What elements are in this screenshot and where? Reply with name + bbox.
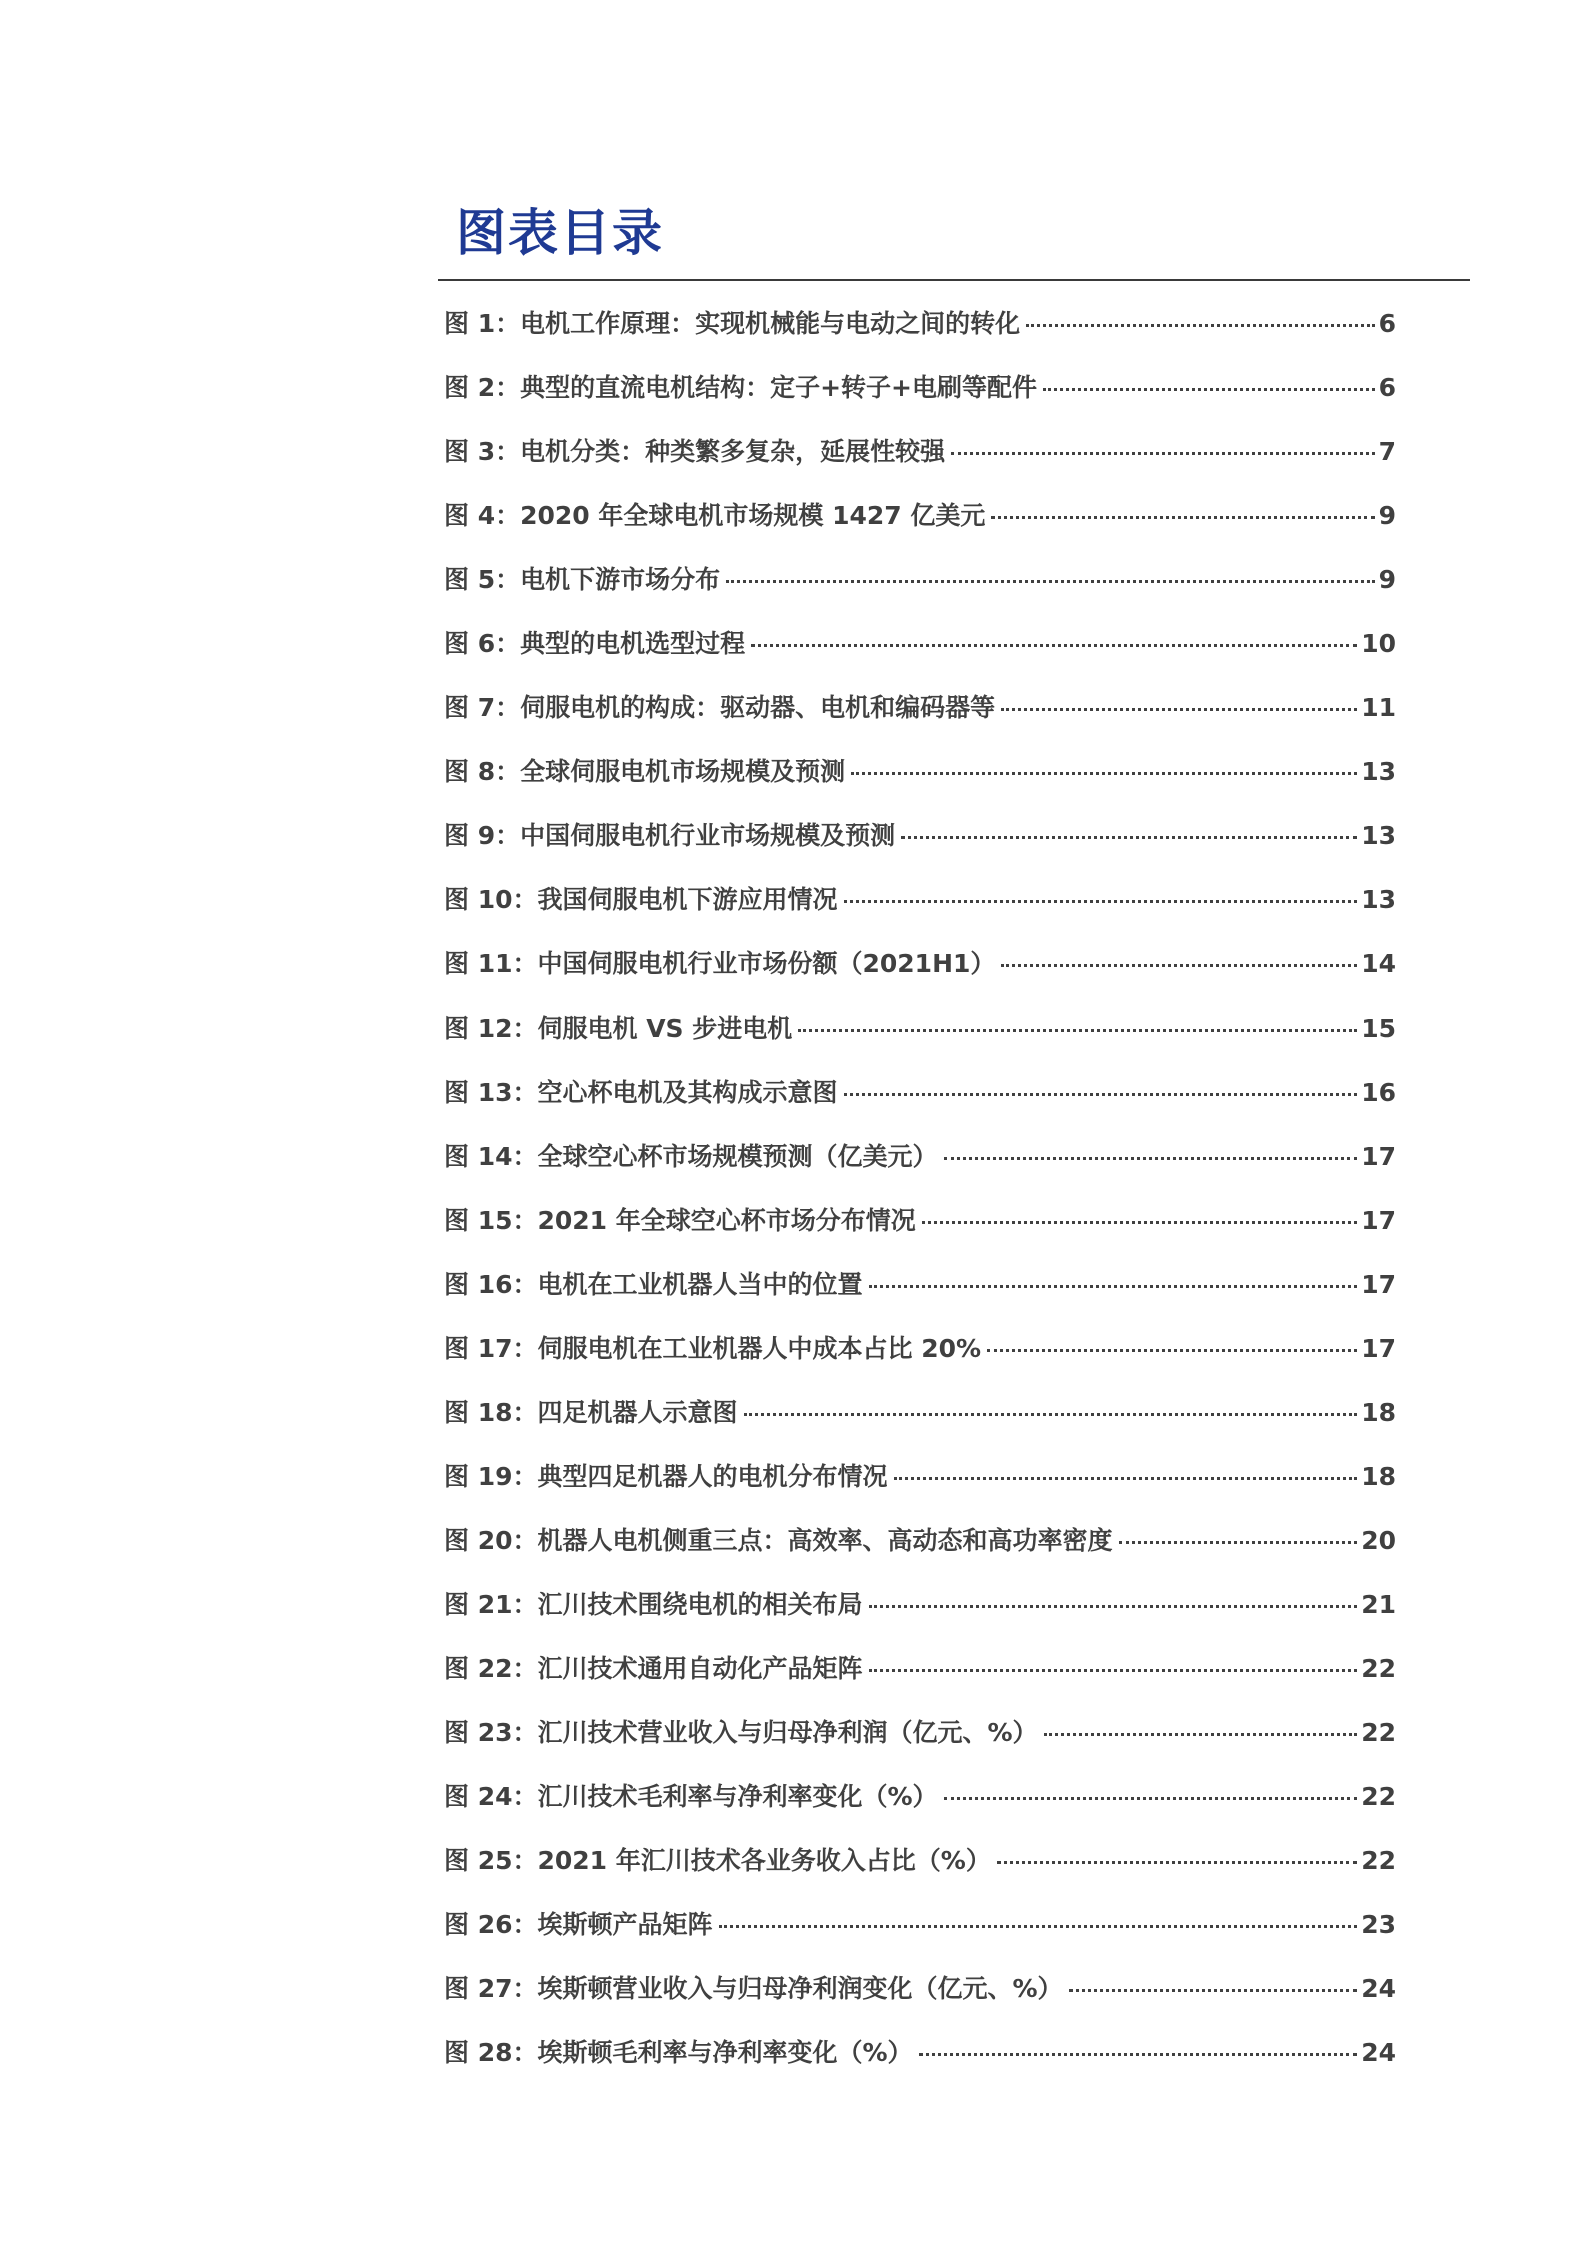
toc-entry[interactable] xyxy=(444,880,1396,944)
dot-leader xyxy=(1119,1541,1358,1544)
dot-leader xyxy=(869,1669,1358,1672)
dot-leader xyxy=(894,1477,1358,1480)
toc-entry[interactable] xyxy=(444,1137,1396,1201)
toc-entry[interactable] xyxy=(444,1457,1396,1521)
dot-leader xyxy=(1044,1733,1358,1736)
dot-leader xyxy=(1043,388,1375,391)
toc-entry-label: 图 28：埃斯顿毛利率与净利率变化（%） xyxy=(444,2038,913,2068)
toc-entry-label: 图 21：汇川技术围绕电机的相关布局 xyxy=(444,1589,863,1619)
toc-entry-label: 图 20：机器人电机侧重三点：高效率、高动态和高功率密度 xyxy=(444,1525,1113,1555)
toc-entry-page: 14 xyxy=(1361,949,1396,979)
toc-entry[interactable] xyxy=(444,432,1396,496)
toc-entry[interactable] xyxy=(444,560,1396,624)
toc-entry[interactable] xyxy=(444,2033,1396,2097)
toc-entry-page: 21 xyxy=(1361,1589,1396,1619)
dot-leader xyxy=(987,1349,1357,1352)
toc-entry-page: 9 xyxy=(1378,501,1396,531)
toc-entry-label: 图 12：伺服电机 VS 步进电机 xyxy=(444,1013,793,1043)
toc-entry-label: 图 1：电机工作原理：实现机械能与电动之间的转化 xyxy=(444,309,1021,338)
dot-leader xyxy=(844,1093,1358,1096)
toc-entry-page: 11 xyxy=(1361,693,1396,723)
toc-entry-label: 图 6：典型的电机选型过程 xyxy=(444,629,746,659)
toc-entry[interactable] xyxy=(444,1009,1396,1073)
dot-leader xyxy=(1001,964,1357,967)
title-divider xyxy=(438,279,1470,281)
dot-leader xyxy=(944,1157,1358,1160)
toc-entry-page: 23 xyxy=(1361,1910,1396,1940)
dot-leader xyxy=(851,772,1357,775)
toc-entry-page: 18 xyxy=(1361,1461,1396,1491)
toc-entry-page: 15 xyxy=(1361,1013,1396,1043)
dot-leader xyxy=(1026,324,1374,327)
toc-entry-label: 图 13：空心杯电机及其构成示意图 xyxy=(444,1077,838,1107)
toc-entry-label: 图 15：2021 年全球空心杯市场分布情况 xyxy=(444,1205,916,1235)
toc-entry[interactable] xyxy=(444,1521,1396,1585)
toc-entry[interactable] xyxy=(444,816,1396,880)
dot-leader xyxy=(844,900,1358,903)
toc-entry-label: 图 11：中国伺服电机行业市场份额（2021H1） xyxy=(444,949,996,979)
toc-entry[interactable] xyxy=(444,752,1396,816)
toc-entry-label: 图 27：埃斯顿营业收入与归母净利润变化（亿元、%） xyxy=(444,1974,1063,2004)
toc-entry-page: 22 xyxy=(1361,1718,1396,1748)
dot-leader xyxy=(944,1797,1358,1800)
toc-entry[interactable] xyxy=(444,1201,1396,1265)
dot-leader xyxy=(719,1925,1358,1928)
toc-entry-page: 17 xyxy=(1361,1205,1396,1235)
dot-leader xyxy=(869,1285,1358,1288)
toc-entry-label: 图 3：电机分类：种类繁多复杂，延展性较强 xyxy=(444,437,946,467)
toc-entry-label: 图 24：汇川技术毛利率与净利率变化（%） xyxy=(444,1782,938,1812)
toc-entry-page: 9 xyxy=(1378,565,1396,595)
toc-entry-label: 图 2：典型的直流电机结构：定子+转子+电刷等配件 xyxy=(444,373,1037,403)
toc-entry-label: 图 4：2020 年全球电机市场规模 1427 亿美元 xyxy=(444,501,986,531)
dot-leader xyxy=(1069,1989,1358,1992)
toc-entry[interactable] xyxy=(444,1713,1396,1777)
toc-entry[interactable] xyxy=(444,1649,1396,1713)
toc-entry[interactable] xyxy=(444,944,1396,1008)
toc-list xyxy=(444,304,1396,2097)
toc-entry-label: 图 17：伺服电机在工业机器人中成本占比 20% xyxy=(444,1333,982,1363)
toc-entry-page: 24 xyxy=(1361,1974,1396,2004)
toc-entry-page: 13 xyxy=(1361,821,1396,851)
toc-entry-page: 6 xyxy=(1378,309,1396,338)
toc-entry-page: 22 xyxy=(1361,1782,1396,1812)
dot-leader xyxy=(997,1861,1357,1864)
toc-entry[interactable] xyxy=(444,1841,1396,1905)
toc-entry-page: 24 xyxy=(1361,2038,1396,2068)
toc-entry-page: 10 xyxy=(1361,629,1396,659)
toc-entry-page: 22 xyxy=(1361,1846,1396,1876)
toc-entry-page: 17 xyxy=(1361,1141,1396,1171)
toc-entry[interactable] xyxy=(444,1329,1396,1393)
toc-entry-label: 图 5：电机下游市场分布 xyxy=(444,565,721,595)
toc-entry-page: 6 xyxy=(1378,373,1396,403)
toc-entry-page: 13 xyxy=(1361,885,1396,915)
toc-entry-label: 图 9：中国伺服电机行业市场规模及预测 xyxy=(444,821,896,851)
dot-leader xyxy=(951,452,1374,455)
toc-entry-label: 图 19：典型四足机器人的电机分布情况 xyxy=(444,1461,888,1491)
toc-entry-page: 18 xyxy=(1361,1397,1396,1427)
page-title: 图表目录 xyxy=(456,204,664,262)
toc-entry-page: 22 xyxy=(1361,1653,1396,1683)
toc-entry[interactable] xyxy=(444,624,1396,688)
toc-entry[interactable] xyxy=(444,688,1396,752)
toc-entry[interactable] xyxy=(444,1585,1396,1649)
toc-entry-page: 20 xyxy=(1361,1525,1396,1555)
toc-entry-label: 图 16：电机在工业机器人当中的位置 xyxy=(444,1269,863,1299)
toc-entry[interactable] xyxy=(444,1265,1396,1329)
toc-entry-label: 图 10：我国伺服电机下游应用情况 xyxy=(444,885,838,915)
toc-entry[interactable] xyxy=(444,1393,1396,1457)
toc-entry[interactable] xyxy=(444,496,1396,560)
dot-leader xyxy=(922,1221,1357,1224)
toc-entry-label: 图 18：四足机器人示意图 xyxy=(444,1397,738,1427)
dot-leader xyxy=(726,580,1374,583)
toc-entry[interactable] xyxy=(444,1073,1396,1137)
dot-leader xyxy=(744,1413,1358,1416)
dot-leader xyxy=(1001,708,1357,711)
toc-entry-label: 图 8：全球伺服电机市场规模及预测 xyxy=(444,757,846,787)
dot-leader xyxy=(901,836,1357,839)
toc-entry[interactable] xyxy=(444,368,1396,432)
toc-entry-page: 13 xyxy=(1361,757,1396,787)
toc-entry[interactable] xyxy=(444,304,1396,368)
dot-leader xyxy=(869,1605,1358,1608)
toc-entry-label: 图 7：伺服电机的构成：驱动器、电机和编码器等 xyxy=(444,693,996,723)
toc-entry-label: 图 22：汇川技术通用自动化产品矩阵 xyxy=(444,1653,863,1683)
dot-leader xyxy=(798,1029,1357,1032)
toc-entry-label: 图 26：埃斯顿产品矩阵 xyxy=(444,1910,713,1940)
toc-entry-page: 17 xyxy=(1361,1333,1396,1363)
dot-leader xyxy=(991,516,1374,519)
toc-entry-page: 16 xyxy=(1361,1077,1396,1107)
toc-entry[interactable] xyxy=(444,1969,1396,2033)
toc-entry-label: 图 23：汇川技术营业收入与归母净利润（亿元、%） xyxy=(444,1718,1038,1748)
dot-leader xyxy=(751,644,1357,647)
toc-entry-label: 图 25：2021 年汇川技术各业务收入占比（%） xyxy=(444,1846,991,1876)
dot-leader xyxy=(919,2053,1358,2056)
toc-entry-page: 17 xyxy=(1361,1269,1396,1299)
toc-entry[interactable] xyxy=(444,1777,1396,1841)
toc-entry-page: 7 xyxy=(1378,437,1396,467)
toc-entry[interactable] xyxy=(444,1905,1396,1969)
toc-entry-label: 图 14：全球空心杯市场规模预测（亿美元） xyxy=(444,1141,938,1171)
